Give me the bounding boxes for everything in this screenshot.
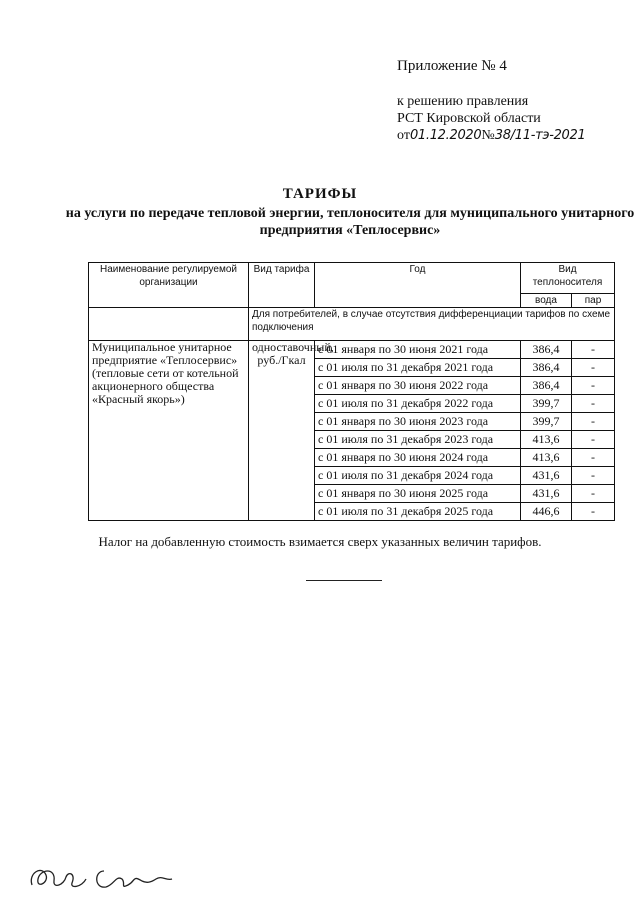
decision-line-2: РСТ Кировской области	[397, 111, 541, 126]
header-year: Год	[315, 263, 521, 308]
tariff-table	[88, 262, 615, 521]
appendix-label: Приложение № 4	[397, 58, 507, 74]
row-water-value: 431,6	[521, 485, 572, 503]
decision-date-line	[397, 127, 585, 144]
header-tariff-type: Вид тарифа	[249, 263, 315, 308]
header-steam: пар	[572, 294, 615, 308]
document-title: ТАРИФЫ	[282, 186, 358, 202]
org-name: Муниципальное унитарное предприятие «Теплосервис» (тепловые сети от котельной акционерного общества «Красный якорь»)	[89, 341, 249, 521]
header-org: Наименование регулируемой организации	[89, 263, 249, 308]
vat-note: Налог на добавленную стоимость взимается сверх указанных величин тарифов.	[98, 534, 542, 549]
signature-icon	[20, 855, 200, 900]
header-water: вода	[521, 294, 572, 308]
row-period: с 01 января по 30 июня 2023 года	[315, 413, 521, 431]
row-period: с 01 января по 30 июня 2025 года	[315, 485, 521, 503]
document-subtitle: на услуги по передаче тепловой энергии, теплоносителя для муниципального унитарного предприятия «Теплосервис»	[65, 206, 635, 238]
decision-line-1: к решению правления	[397, 94, 529, 109]
row-period: с 01 июля по 31 декабря 2023 года	[315, 431, 521, 449]
row-water-value: 386,4	[521, 341, 572, 359]
decision-block	[397, 93, 585, 144]
number-sign: №	[481, 128, 495, 143]
row-water-value: 386,4	[521, 377, 572, 395]
row-period: с 01 января по 30 июня 2022 года	[315, 377, 521, 395]
row-period: с 01 января по 30 июня 2021 года	[315, 341, 521, 359]
row-steam-value: -	[572, 341, 615, 359]
handwritten-number: 38/11-тэ-2021	[494, 128, 586, 143]
row-steam-value: -	[572, 431, 615, 449]
row-steam-value: -	[572, 413, 615, 431]
handwritten-date: 01.12.2020	[409, 128, 482, 143]
row-steam-value: -	[572, 395, 615, 413]
row-steam-value: -	[572, 467, 615, 485]
date-prefix: от	[397, 128, 410, 143]
row-steam-value: -	[572, 485, 615, 503]
row-water-value: 413,6	[521, 431, 572, 449]
empty-cell	[89, 308, 249, 341]
row-steam-value: -	[572, 449, 615, 467]
row-water-value: 399,7	[521, 395, 572, 413]
header-carrier: Вид теплоносителя	[521, 263, 615, 294]
row-water-value: 446,6	[521, 503, 572, 521]
row-steam-value: -	[572, 503, 615, 521]
row-water-value: 431,6	[521, 467, 572, 485]
row-period: с 01 июля по 31 декабря 2024 года	[315, 467, 521, 485]
row-period: с 01 июля по 31 декабря 2022 года	[315, 395, 521, 413]
row-steam-value: -	[572, 377, 615, 395]
row-water-value: 413,6	[521, 449, 572, 467]
divider-line	[306, 580, 382, 581]
tariff-type-value: одноставочный, руб./Гкал	[249, 341, 315, 521]
row-period: с 01 июля по 31 декабря 2025 года	[315, 503, 521, 521]
row-water-value: 386,4	[521, 359, 572, 377]
row-steam-value: -	[572, 359, 615, 377]
row-water-value: 399,7	[521, 413, 572, 431]
header-consumers: Для потребителей, в случае отсутствия дифференциации тарифов по схеме подключения	[249, 308, 615, 341]
table-row	[89, 341, 615, 359]
row-period: с 01 июля по 31 декабря 2021 года	[315, 359, 521, 377]
row-period: с 01 января по 30 июня 2024 года	[315, 449, 521, 467]
